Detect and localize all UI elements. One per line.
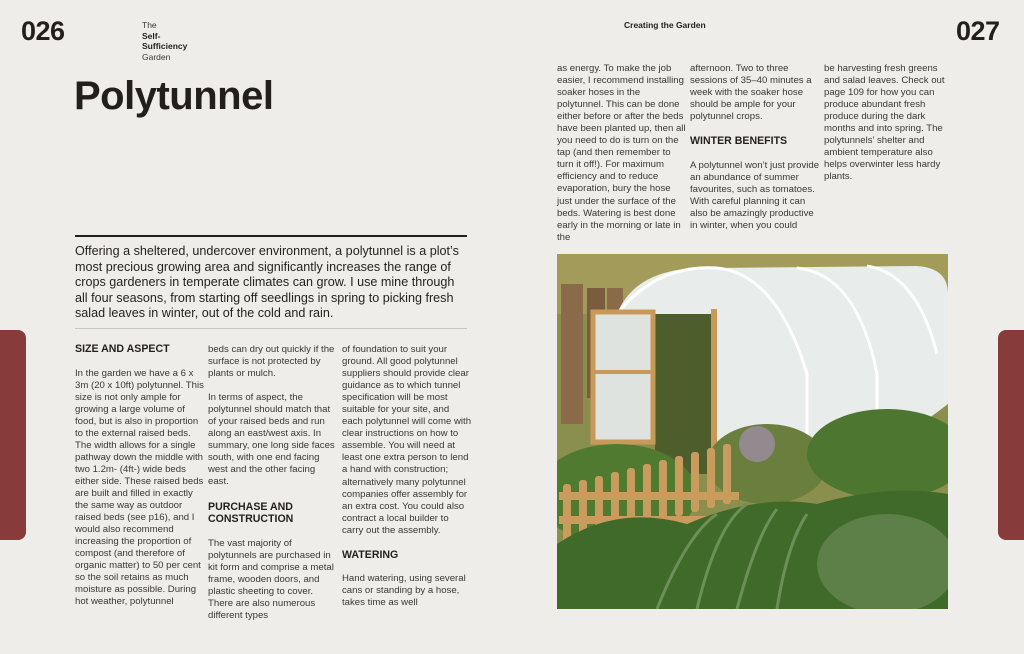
chapter-tab-right — [998, 330, 1024, 540]
section-heading: PURCHASE AND CONSTRUCTION — [208, 500, 294, 526]
divider-thick — [75, 235, 467, 237]
book-series-label — [142, 20, 187, 62]
body-paragraph: In the garden we have a 6 x 3m (20 x 10ft) polytunnel. This size is not only ample for growing a large volume of food, but is also in proportion to the external raised beds. The width allows for a single pathway down the middle with two 1.2m- (4ft-) wide beds either side. These raised beds are built and filled in exactly the same way as outdoor raised beds (see p16), and I would also recommend increasing the proportion of compost (and therefore of organic matter) to 50 per cent so the soil retains as much moisture as possible. During hot weather, polytunnel — [75, 367, 204, 608]
series-line: Sufficiency — [142, 41, 188, 51]
body-paragraph: beds can dry out quickly if the surface is not protected by plants or mulch. — [208, 344, 335, 380]
body-paragraph: In terms of aspect, the polytunnel should match that of your raised beds and run along an east/west axis. In summary, one long side faces south, with one end facing west and the other facing east. — [208, 392, 335, 488]
page-number-left: 026 — [21, 16, 65, 46]
section-heading: WATERING — [342, 548, 399, 561]
page-number-right: 027 — [956, 16, 1000, 46]
chapter-tab-left — [0, 330, 26, 540]
series-line: The — [142, 20, 157, 30]
divider-thin — [75, 328, 467, 329]
body-paragraph: be harvesting fresh greens and salad leaves. Check out page 109 for how you can produce abundant fresh produce during the dark months and into spring. The polytunnels’ shelter and ambient temperature also helps overwinter less hardy plants. — [824, 63, 945, 183]
body-paragraph: Hand watering, using several cans or standing by a hose, takes time as well — [342, 573, 466, 609]
section-heading: WINTER BENEFITS — [690, 135, 788, 148]
body-paragraph: A polytunnel won’t just provide an abundance of summer favourites, such as tomatoes. With careful planning it can also be amazingly productive in winter, when you could — [690, 159, 820, 231]
body-paragraph: of foundation to suit your ground. All good polytunnel suppliers should provide clear guidance as to which tunnel specification will be most suitable for your site, and each polytunnel will come with clear instructions on how to assemble. You will need at least one extra person to lend a hand with construction; alternatively many polytunnel companies offer assembly for an extra cost. You could also contract a local builder to carry out the assembly. — [342, 344, 472, 536]
intro-paragraph: Offering a sheltered, undercover environment, a polytunnel is a plot’s most precious growing area and significantly increases the range of crops gardeners in temperate climates can grow. I use mine through all four seasons, from starting off seedlings in spring to picking fresh salad leaves in winter, out of the cold and rain. — [75, 244, 459, 321]
body-column-5 — [690, 63, 820, 244]
body-column-6 — [824, 63, 954, 195]
running-head: Creating the Garden — [624, 20, 706, 30]
body-column-2 — [208, 344, 338, 634]
polytunnel-photo — [557, 254, 948, 609]
body-paragraph: afternoon. Two to three sessions of 35–40 minutes a week with the soaker hose should be ample for your polytunnel crops. — [690, 63, 812, 123]
series-line: Self- — [142, 30, 161, 41]
body-paragraph: as energy. To make the job easier, I recommend installing soaker hoses in the polytunnel. This can be done either before or after the beds have been planted up, then all you need to do is turn on the tap (and then remember to turn it off!). For maximum efficiency and to reduce evaporation, bury the hose just under the surface of the beds. Watering is best done early in the morning or late in the — [557, 63, 686, 243]
body-column-4 — [557, 63, 687, 256]
body-column-3 — [342, 344, 472, 621]
body-column-1 — [75, 343, 205, 620]
body-paragraph: The vast majority of polytunnels are purchased in kit form and comprise a metal frame, wooden doors, and plastic sheeting to cover. There are also numerous different types — [208, 537, 334, 621]
section-heading: SIZE AND ASPECT — [75, 343, 170, 355]
series-line: Garden — [142, 51, 171, 62]
page-title: Polytunnel — [74, 74, 274, 118]
